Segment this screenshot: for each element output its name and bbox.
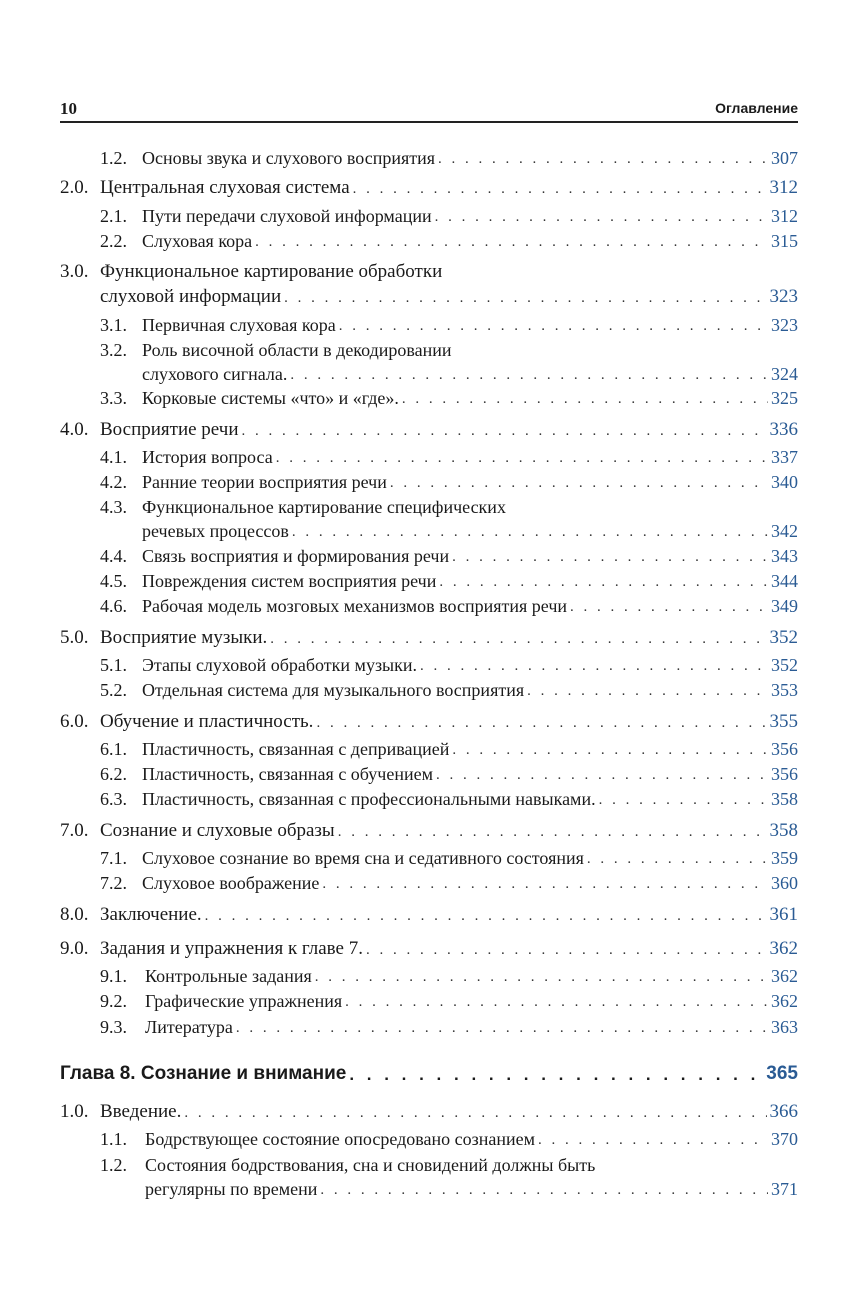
dot-leader bbox=[270, 632, 766, 647]
entry-title: Контрольные задания bbox=[145, 966, 312, 986]
entry-number: 6.2. bbox=[100, 764, 127, 784]
dot-leader bbox=[452, 743, 768, 758]
dot-leader bbox=[205, 909, 767, 924]
toc-entry-continuation[interactable] bbox=[60, 516, 798, 540]
entry-page: 323 bbox=[769, 286, 798, 307]
entry-page: 312 bbox=[771, 206, 798, 226]
toc-entry[interactable] bbox=[60, 310, 798, 334]
entry-title: Рабочая модель мозговых механизмов восприятия речи bbox=[142, 596, 568, 616]
toc-entry[interactable] bbox=[60, 734, 798, 758]
toc-entry[interactable] bbox=[60, 868, 798, 892]
dot-leader bbox=[349, 1066, 763, 1083]
dot-leader bbox=[276, 451, 768, 466]
toc-entry[interactable] bbox=[60, 1012, 798, 1036]
entry-title: Состояния бодрствования, сна и сновидений должны быть bbox=[145, 1155, 596, 1175]
entry-page: 359 bbox=[771, 848, 798, 868]
entry-title: Задания и упражнения к главе 7. bbox=[100, 938, 363, 959]
entry-number: 3.3. bbox=[100, 388, 127, 408]
entry-page: 342 bbox=[771, 521, 798, 541]
running-title: Оглавление bbox=[715, 100, 798, 116]
toc-entry[interactable] bbox=[60, 541, 798, 565]
entry-title: Заключение. bbox=[100, 904, 202, 925]
entry-title: Повреждения систем восприятия речи bbox=[142, 571, 437, 591]
entry-title: Пути передачи слуховой информации bbox=[142, 206, 432, 226]
dot-leader bbox=[315, 970, 768, 985]
entry-title: Ранние теории восприятия речи bbox=[142, 472, 387, 492]
entry-page: 343 bbox=[771, 546, 798, 566]
dot-leader bbox=[290, 368, 768, 383]
toc-entry[interactable] bbox=[60, 201, 798, 225]
toc-entry[interactable] bbox=[60, 591, 798, 615]
entry-number: 4.3. bbox=[100, 497, 127, 517]
dot-leader bbox=[255, 235, 768, 250]
entry-title: Роль височной области в декодировании bbox=[142, 340, 452, 360]
dot-leader bbox=[435, 210, 768, 225]
dot-leader bbox=[236, 1021, 768, 1036]
toc-entry[interactable] bbox=[60, 442, 798, 466]
entry-page: 337 bbox=[771, 447, 798, 467]
entry-page: 355 bbox=[769, 711, 798, 732]
toc-entry[interactable] bbox=[60, 986, 798, 1010]
entry-number: 9.3. bbox=[100, 1017, 127, 1037]
entry-number: 9.2. bbox=[100, 991, 127, 1011]
toc-entry[interactable] bbox=[60, 1097, 798, 1121]
entry-title-continuation: речевых процессов bbox=[142, 521, 289, 541]
toc-entry[interactable] bbox=[60, 843, 798, 867]
entry-number: 1.0. bbox=[60, 1101, 89, 1122]
dot-leader bbox=[242, 424, 767, 439]
entry-page: 362 bbox=[771, 966, 798, 986]
dot-leader bbox=[420, 659, 768, 674]
page-header bbox=[60, 99, 798, 123]
entry-page: 370 bbox=[771, 1129, 798, 1149]
toc-entry[interactable] bbox=[60, 415, 798, 439]
toc-entry[interactable] bbox=[60, 675, 798, 699]
toc-entry[interactable] bbox=[60, 1150, 798, 1174]
dot-leader bbox=[570, 600, 768, 615]
dot-leader bbox=[452, 550, 768, 565]
toc-entry[interactable] bbox=[60, 226, 798, 250]
entry-page: 312 bbox=[769, 177, 798, 198]
entry-number: 7.0. bbox=[60, 820, 89, 841]
entry-number: 3.2. bbox=[100, 340, 127, 360]
entry-title: Бодрствующее состояние опосредовано сознанием bbox=[145, 1129, 535, 1149]
toc-entry[interactable] bbox=[60, 623, 798, 647]
toc-entry[interactable] bbox=[60, 1124, 798, 1148]
entry-number: 6.0. bbox=[60, 711, 89, 732]
entry-page: 363 bbox=[771, 1017, 798, 1037]
entry-number: 7.1. bbox=[100, 848, 127, 868]
entry-page: 352 bbox=[771, 655, 798, 675]
dot-leader bbox=[527, 684, 768, 699]
entry-title: Основы звука и слухового восприятия bbox=[142, 148, 436, 168]
entry-number: 5.2. bbox=[100, 680, 127, 700]
entry-page: 340 bbox=[771, 472, 798, 492]
entry-page: 361 bbox=[769, 904, 798, 925]
entry-page: 358 bbox=[769, 820, 798, 841]
entry-page: 371 bbox=[771, 1179, 798, 1199]
dot-leader bbox=[402, 392, 768, 407]
toc-entry[interactable] bbox=[60, 492, 798, 516]
entry-number: 4.2. bbox=[100, 472, 127, 492]
toc-entry-continuation[interactable] bbox=[60, 1174, 798, 1198]
toc-entry[interactable] bbox=[60, 650, 798, 674]
dot-leader bbox=[390, 476, 768, 491]
dot-leader bbox=[599, 793, 768, 808]
toc-entry[interactable] bbox=[60, 961, 798, 985]
dot-leader bbox=[438, 152, 768, 167]
toc-entry[interactable] bbox=[60, 934, 798, 958]
dot-leader bbox=[322, 877, 768, 892]
toc-entry-continuation[interactable] bbox=[60, 359, 798, 383]
entry-title: Восприятие музыки. bbox=[100, 627, 268, 648]
entry-title: Слуховая кора bbox=[142, 231, 253, 251]
toc-entry-continuation[interactable] bbox=[60, 282, 798, 306]
entry-page: 315 bbox=[771, 231, 798, 251]
entry-title: Слуховое воображение bbox=[142, 873, 320, 893]
entry-number: 2.0. bbox=[60, 177, 89, 198]
entry-title: Пластичность, связанная с обучением bbox=[142, 764, 433, 784]
entry-number: 1.2. bbox=[100, 148, 127, 168]
entry-title: Центральная слуховая система bbox=[100, 177, 350, 198]
entry-title: Введение. bbox=[100, 1101, 182, 1122]
dot-leader bbox=[587, 852, 768, 867]
toc-entry[interactable] bbox=[60, 257, 798, 281]
entry-title: Обучение и пластичность. bbox=[100, 711, 314, 732]
entry-page: 362 bbox=[771, 991, 798, 1011]
entry-title: Пластичность, связанная с профессиональными навыками. bbox=[142, 789, 596, 809]
entry-title: Этапы слуховой обработки музыки. bbox=[142, 655, 418, 675]
entry-title-continuation: регулярны по времени bbox=[145, 1179, 318, 1199]
chapter-title: Глава 8. Сознание и внимание bbox=[60, 1063, 347, 1084]
entry-number: 5.1. bbox=[100, 655, 127, 675]
dot-leader bbox=[338, 825, 767, 840]
dot-leader bbox=[439, 575, 768, 590]
entry-title: Первичная слуховая кора bbox=[142, 315, 336, 335]
entry-number: 7.2. bbox=[100, 873, 127, 893]
dot-leader bbox=[320, 1183, 768, 1198]
page-number: 10 bbox=[60, 99, 77, 118]
toc-entry[interactable] bbox=[60, 467, 798, 491]
entry-title: Корковые системы «что» и «где». bbox=[142, 388, 399, 408]
entry-page: 336 bbox=[769, 419, 798, 440]
entry-page: 349 bbox=[771, 596, 798, 616]
entry-title: Литература bbox=[145, 1017, 233, 1037]
entry-page: 360 bbox=[771, 873, 798, 893]
entry-page: 356 bbox=[771, 739, 798, 759]
toc-entry[interactable] bbox=[60, 566, 798, 590]
toc-entry[interactable] bbox=[60, 335, 798, 359]
entry-number: 4.1. bbox=[100, 447, 127, 467]
entry-title: История вопроса bbox=[142, 447, 273, 467]
entry-number: 6.1. bbox=[100, 739, 127, 759]
chapter-page: 365 bbox=[766, 1063, 798, 1084]
dot-leader bbox=[284, 291, 766, 306]
dot-leader bbox=[353, 182, 767, 197]
entry-page: 362 bbox=[769, 938, 798, 959]
entry-title: Слуховое сознание во время сна и седативного состояния bbox=[142, 848, 584, 868]
entry-page: 344 bbox=[771, 571, 798, 591]
toc-entry[interactable] bbox=[60, 784, 798, 808]
toc-entry[interactable] bbox=[60, 900, 798, 924]
dot-leader bbox=[538, 1133, 768, 1148]
entry-number: 5.0. bbox=[60, 627, 89, 648]
entry-title: Восприятие речи bbox=[100, 419, 239, 440]
entry-number: 8.0. bbox=[60, 904, 89, 925]
entry-number: 2.2. bbox=[100, 231, 127, 251]
dot-leader bbox=[292, 525, 768, 540]
dot-leader bbox=[366, 943, 767, 958]
entry-number: 6.3. bbox=[100, 789, 127, 809]
entry-title: Функциональное картирование специфических bbox=[142, 497, 506, 517]
toc-entry[interactable] bbox=[60, 383, 798, 407]
entry-page: 324 bbox=[771, 364, 798, 384]
dot-leader bbox=[184, 1106, 766, 1121]
entry-title: Пластичность, связанная с депривацией bbox=[142, 739, 450, 759]
dot-leader bbox=[316, 716, 766, 731]
entry-title: Графические упражнения bbox=[145, 991, 343, 1011]
dot-leader bbox=[339, 319, 768, 334]
dot-leader bbox=[436, 768, 768, 783]
entry-number: 3.1. bbox=[100, 315, 127, 335]
dot-leader bbox=[345, 995, 768, 1010]
entry-title: Отдельная система для музыкального восприятия bbox=[142, 680, 525, 700]
entry-title: Сознание и слуховые образы bbox=[100, 820, 335, 841]
entry-title-continuation: слуховой информации bbox=[100, 286, 282, 307]
entry-page: 307 bbox=[771, 148, 798, 168]
entry-page: 352 bbox=[769, 627, 798, 648]
entry-number: 9.1. bbox=[100, 966, 127, 986]
entry-title: Связь восприятия и формирования речи bbox=[142, 546, 450, 566]
entry-number: 2.1. bbox=[100, 206, 127, 226]
entry-page: 358 bbox=[771, 789, 798, 809]
entry-number: 1.2. bbox=[100, 1155, 127, 1175]
entry-page: 366 bbox=[769, 1101, 798, 1122]
entry-page: 323 bbox=[771, 315, 798, 335]
toc-entry[interactable] bbox=[60, 759, 798, 783]
entry-page: 353 bbox=[771, 680, 798, 700]
entry-title: Функциональное картирование обработки bbox=[100, 261, 443, 282]
entry-number: 4.0. bbox=[60, 419, 89, 440]
entry-title-continuation: слухового сигнала. bbox=[142, 364, 288, 384]
entry-number: 1.1. bbox=[100, 1129, 127, 1149]
entry-page: 356 bbox=[771, 764, 798, 784]
entry-number: 4.6. bbox=[100, 596, 127, 616]
entry-number: 4.4. bbox=[100, 546, 127, 566]
toc-entry[interactable] bbox=[60, 143, 798, 167]
toc-entry[interactable] bbox=[60, 707, 798, 731]
toc-entry[interactable] bbox=[60, 816, 798, 840]
entry-number: 9.0. bbox=[60, 938, 89, 959]
entry-number: 4.5. bbox=[100, 571, 127, 591]
chapter-heading[interactable] bbox=[60, 1059, 798, 1083]
toc-entry[interactable] bbox=[60, 173, 798, 197]
entry-number: 3.0. bbox=[60, 261, 89, 282]
entry-page: 325 bbox=[771, 388, 798, 408]
